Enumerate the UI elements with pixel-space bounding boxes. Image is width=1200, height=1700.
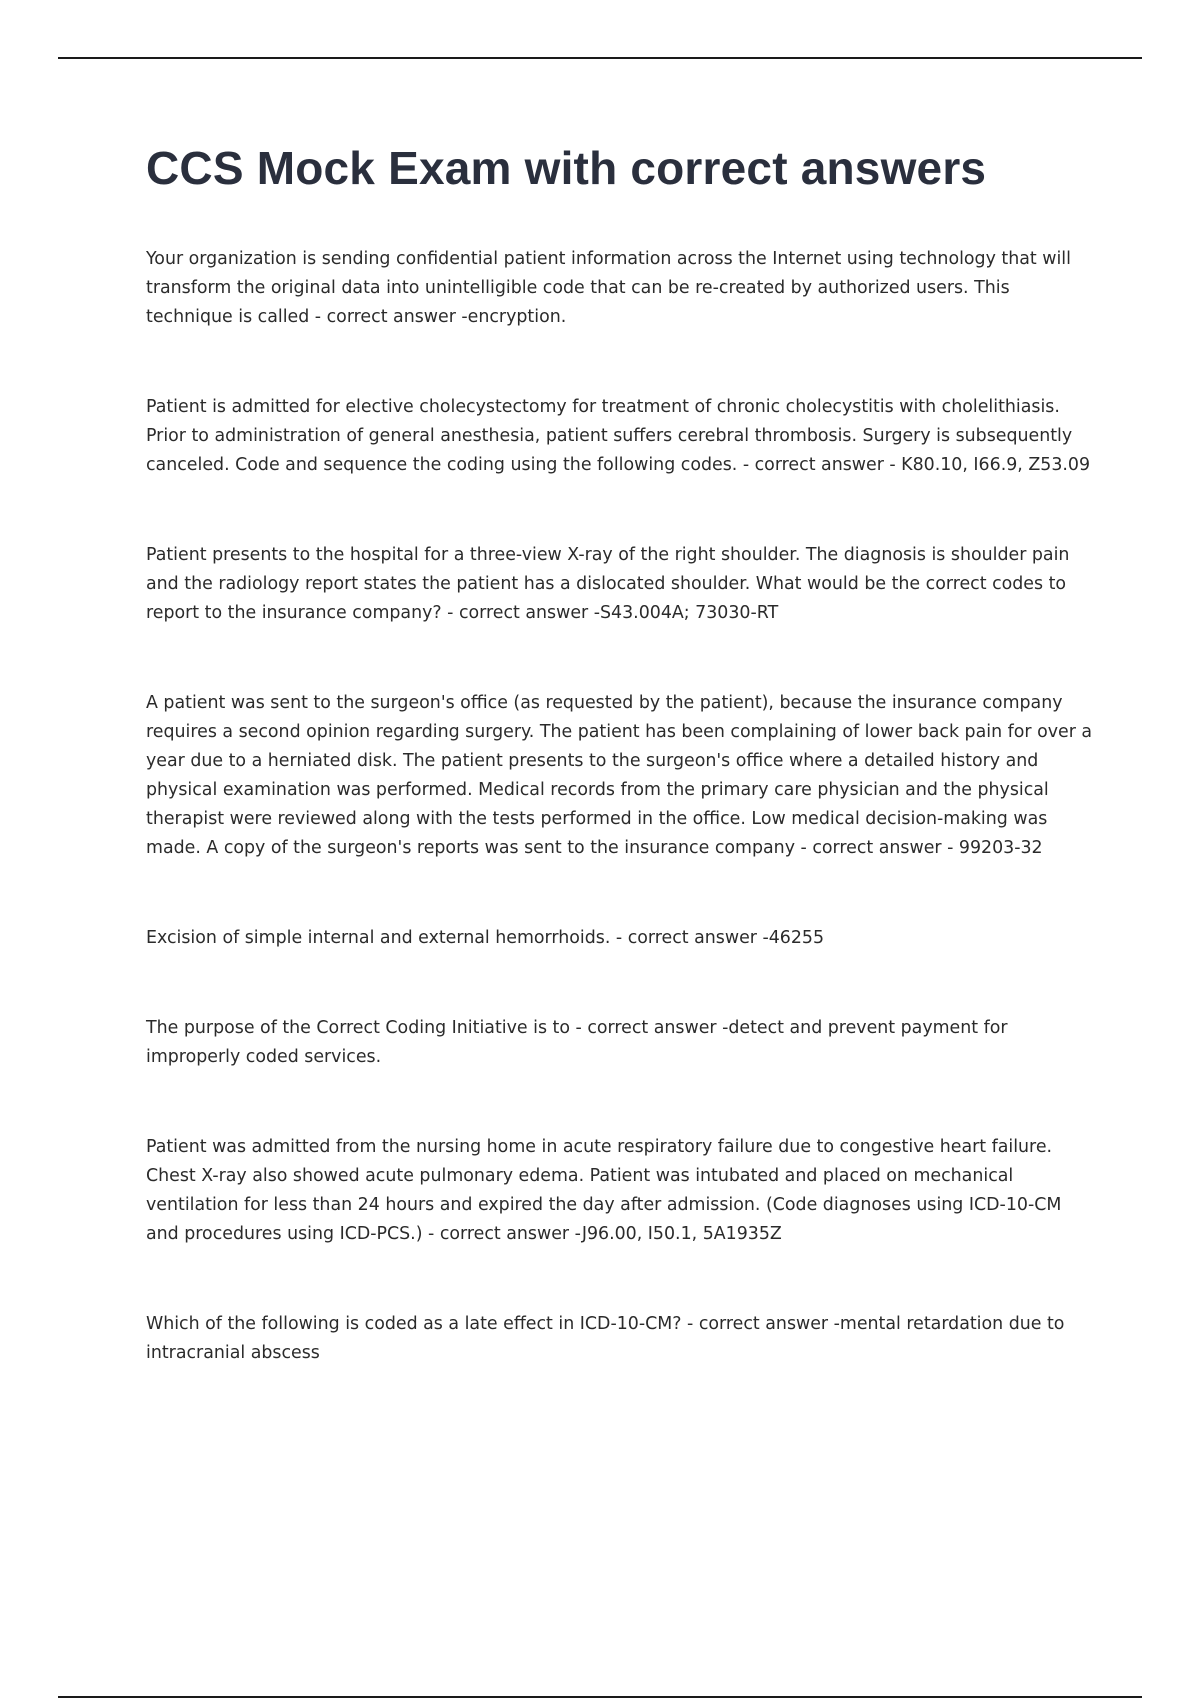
qa-item: [146, 541, 1096, 628]
qa-text: Patient presents to the hospital for a three-view X-ray of the right shoulder. The diagnosis is shoulder pain and the radiology report states the patient has a dislocated shoulder. What would be the correct codes to report to the insurance company? - correct answer -S43.004A; 73030-RT: [146, 545, 1070, 623]
qa-item: [146, 1310, 1096, 1368]
qa-text: A patient was sent to the surgeon's office (as requested by the patient), because the insurance company requires a second opinion regarding surgery. The patient has been complaining of lower back pain for over a year due to a herniated disk. The patient presents to the surgeon's office where a detailed history and physical examination was performed. Medical records from the primary care physician and the physical therapist were reviewed along with the tests performed in the office. Low medical decision-making was made. A copy of the surgeon's reports was sent to the insurance company - correct answer - 99203-32: [146, 693, 1093, 858]
qa-item: [146, 393, 1096, 480]
qa-item: [146, 245, 1096, 332]
question-answer-list: [146, 245, 1096, 1368]
page-title: CCS Mock Exam with correct answers: [146, 142, 987, 194]
qa-text: Patient was admitted from the nursing home in acute respiratory failure due to congestive heart failure. Chest X-ray also showed acute pulmonary edema. Patient was intubated and placed on mechanical ventilation for less than 24 hours and expired the day after admission. (Code diagnoses using ICD-10-CM and procedures using ICD-PCS.) - correct answer -J96.00, I50.1, 5A1935Z: [146, 1137, 1062, 1244]
qa-text: The purpose of the Correct Coding Initiative is to - correct answer -detect and prevent payment for improperly coded services.: [146, 1018, 1008, 1067]
top-rule: [58, 57, 1142, 59]
bottom-rule: [58, 1696, 1142, 1698]
qa-text: Excision of simple internal and external hemorrhoids. - correct answer -46255: [146, 928, 825, 948]
qa-item: [146, 1133, 1096, 1249]
qa-text: Which of the following is coded as a late effect in ICD-10-CM? - correct answer -mental retardation due to intracranial abscess: [146, 1314, 1065, 1363]
qa-item: [146, 924, 1096, 953]
qa-text: Your organization is sending confidential patient information across the Internet using technology that will transform the original data into unintelligible code that can be re-created by authorized users. This technique is called - correct answer -encryption.: [146, 249, 1071, 327]
qa-item: [146, 1014, 1096, 1072]
qa-item: [146, 689, 1096, 863]
qa-text: Patient is admitted for elective cholecystectomy for treatment of chronic cholecystitis with cholelithiasis. Prior to administration of general anesthesia, patient suffers cerebral thrombosis. Surgery is subsequently canceled. Code and sequence the coding using the following codes. - correct answer - K80.10, I66.9, Z53.09: [146, 397, 1091, 475]
